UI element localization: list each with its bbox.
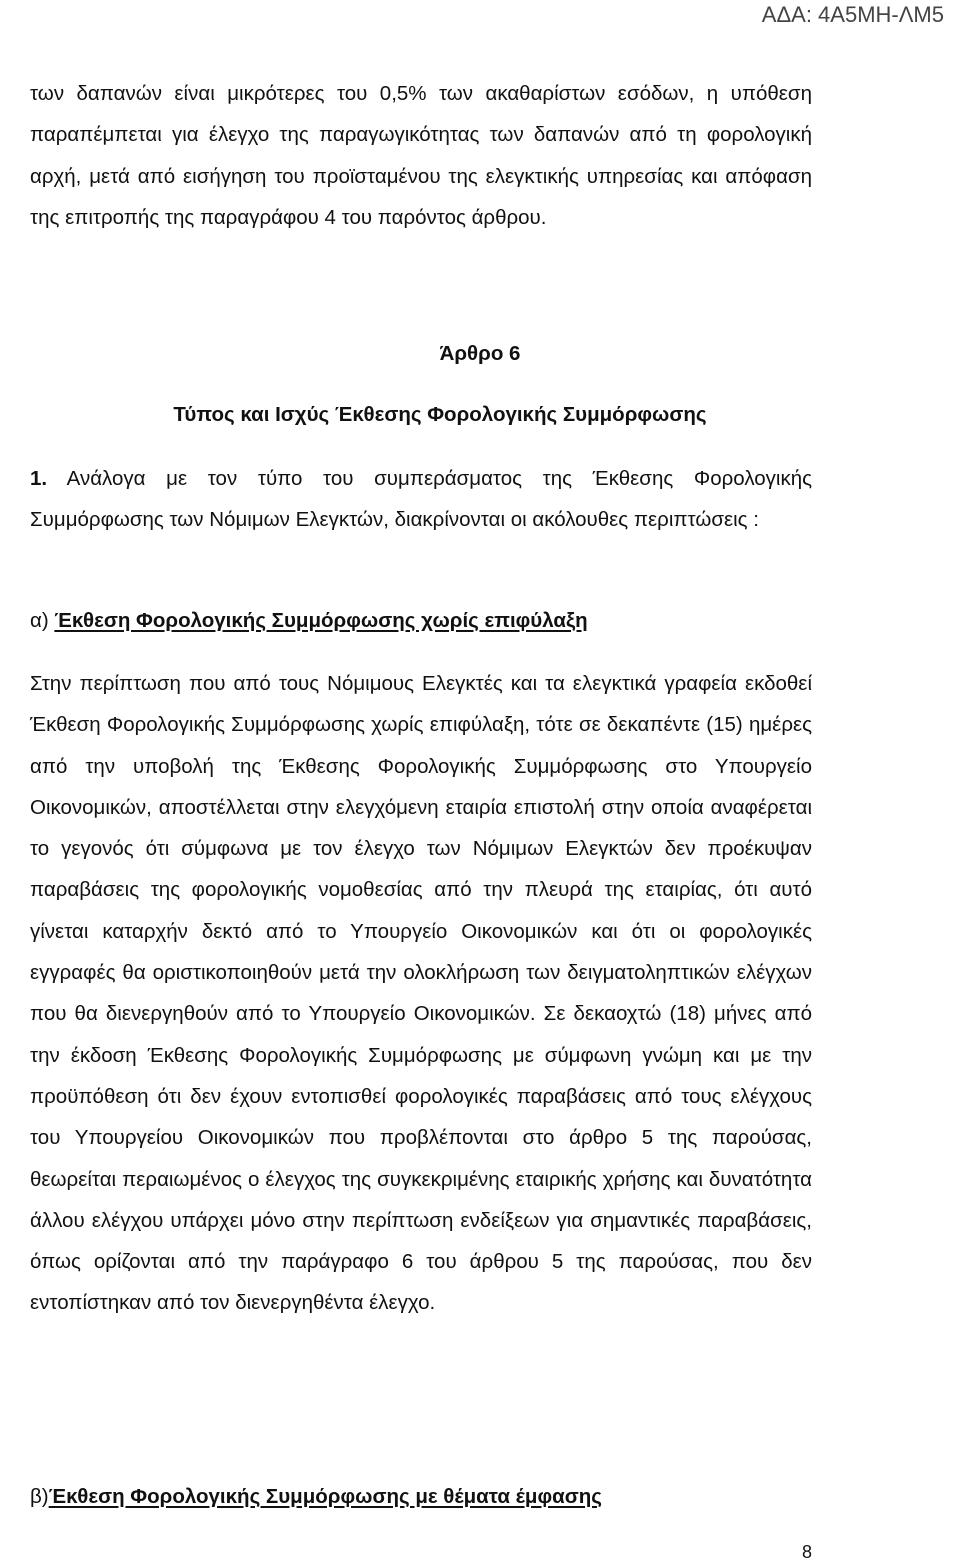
page-number: 8 [801,1542,812,1562]
section-1-text: Ανάλογα με τον τύπο του συμπεράσματος της Έκθεσης Φορολογικής Συμμόρφωσης των Νόμιμων Ελεγκτών, διακρίνονται οι ακόλουθες περιπτώσεις : [30,467,812,532]
intro-paragraph-container [30,73,812,238]
case-a-heading [30,600,588,641]
case-a-paragraph: Στην περίπτωση που από τους Νόμιμους Ελεγκτές και τα ελεγκτικά γραφεία εκδοθεί Έκθεση Φορολογικής Συμμόρφωσης χωρίς επιφύλαξη, τότε σε δεκαπέντε (15) ημέρες από την υποβολή της Έκθεσης Φορολογικής Συμμόρφωσης στο Υπουργείο Οικονομικών, αποστέλλεται στην ελεγχόμενη εταιρία επιστολή στην οποία αναφέρεται το γεγονός ότι σύμφωνα με τον έλεγχο των Νόμιμων Ελεγκτών δεν προέκυψαν παραβάσεις της φορολογικής νομοθεσίας από την πλευρά της εταιρίας, ότι αυτό γίνεται καταρχήν δεκτό από το Υπουργείο Οικονομικών και ότι οι φορολογικές εγγραφές θα οριστικοποιηθούν μετά την ολοκλήρωση των δειγματοληπτικών ελέγχων που θα διενεργηθούν από το Υπουργείο Οικονομικών. Σε δεκαοχτώ (18) μήνες από την έκδοση Έκθεσης Φορολογικής Συμμόρφωσης με σύμφωνη γνώμη και με την προϋπόθεση ότι δεν έχουν εντοπισθεί φορολογικές παραβάσεις από τους ελέγχους του Υπουργείου Οικονομικών που προβλέπονται στο άρθρο 5 της παρούσας, θεωρείται περαιωμένος ο έλεγχος της συγκεκριμένης εταιρικής χρήσης και δυνατότητα άλλου ελέγχου υπάρχει μόνο στην περίπτωση ενδείξεων για σημαντικές παραβάσεις, όπως ορίζονται από την παράγραφο 6 του άρθρου 5 της παρούσας, που δεν εντοπίστηκαν από τον διενεργηθέντα έλεγχο. [30,672,812,1315]
case-b-heading [30,1476,602,1517]
case-b-title: Έκθεση Φορολογικής Συμμόρφωσης με θέματα έμφασης [48,1485,602,1508]
ada-code: ΑΔΑ: 4Α5ΜΗ-ΛΜ5 [761,2,944,27]
article-subtitle: Τύπος και Ισχύς Έκθεσης Φορολογικής Συμμόρφωσης [173,403,707,426]
case-b-label: β) [30,1485,49,1508]
case-a-body [30,663,812,1324]
section-1-number: 1. [30,467,48,490]
case-a-title: Έκθεση Φορολογικής Συμμόρφωσης χωρίς επιφύλαξη [54,609,588,632]
section-1-paragraph [30,458,812,541]
intro-paragraph: των δαπανών είναι μικρότερες του 0,5% των ακαθαρίστων εσόδων, η υπόθεση παραπέμπεται για έλεγχο της παραγωγικότητας των δαπανών από τη φορολογική αρχή, μετά από εισήγηση του προϊσταμένου της ελεγκτικής υπηρεσίας και απόφαση της επιτροπής της παραγράφου 4 του παρόντος άρθρου. [30,82,812,229]
section-1 [30,458,812,541]
article-heading: Άρθρο 6 [439,342,521,365]
case-a-label: α) [30,609,55,632]
